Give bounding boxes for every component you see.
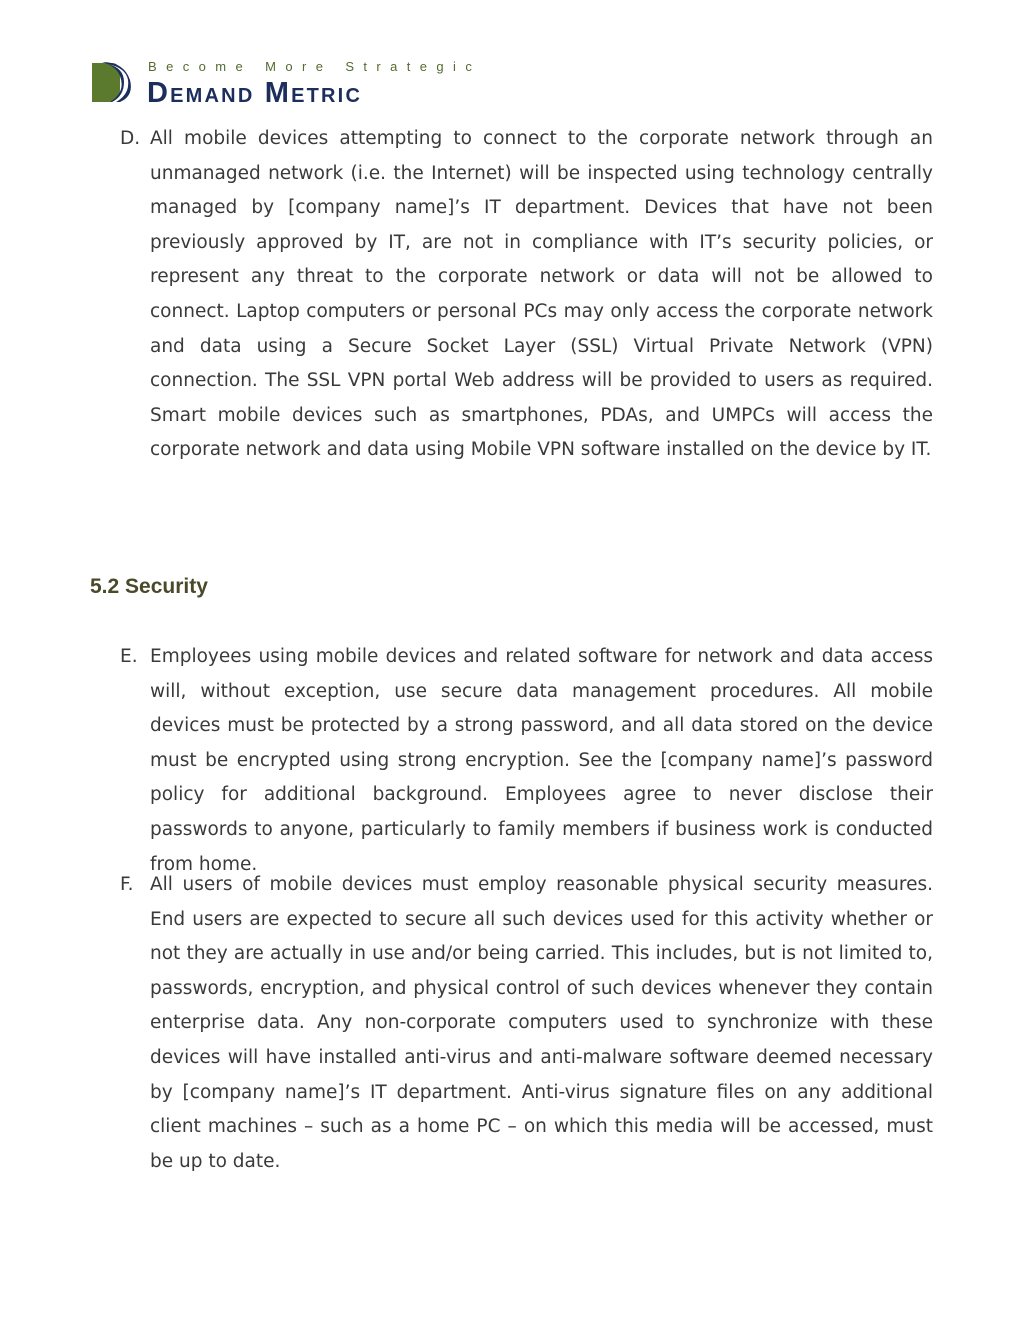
- list-item-letter: E.: [120, 646, 138, 667]
- list-item-letter: F.: [120, 874, 134, 895]
- list-item-text: Employees using mobile devices and related software for network and data access will, without exception, use secure data management procedures. All mobile devices must be protected by a strong password, and all data stored on the device must be encrypted using strong encryption. See the [company name]’s password policy for additional background. Employees agree to never disclose their passwords to anyone, particularly to family members if business work is conducted from home.: [150, 646, 933, 875]
- header-logo: [90, 58, 490, 108]
- logo-tagline: Become More Strategic: [148, 59, 482, 74]
- logo-brand-name: Demand Metric: [147, 77, 363, 109]
- demand-metric-logo-icon: [90, 60, 134, 104]
- list-item-text: All users of mobile devices must employ reasonable physical security measures. End users are expected to secure all such devices used for this activity whether or not they are actually in use and/or being carried. This includes, but is not limited to, passwords, encryption, and physical control of such devices whenever they contain enterprise data. Any non-corporate computers used to synchronize with these devices will have installed anti-virus and anti-malware software deemed necessary by [company name]’s IT department. Anti-virus signature files on any additional client machines – such as a home PC – on which this media will be accessed, must be up to date.: [150, 874, 933, 1172]
- list-item-text: All mobile devices attempting to connect to the corporate network through an unmanaged network (i.e. the Internet) will be inspected using technology centrally managed by [company name]’s IT department. Devices that have not been previously approved by IT, are not in compliance with IT’s security policies, or represent any threat to the corporate network or data will not be allowed to connect. Laptop computers or personal PCs may only access the corporate network and data using a Secure Socket Layer (SSL) Virtual Private Network (VPN) connection. The SSL VPN portal Web address will be provided to users as required. Smart mobile devices such as smartphones, PDAs, and UMPCs will access the corporate network and data using Mobile VPN software installed on the device by IT.: [150, 128, 933, 461]
- section-heading: 5.2 Security: [90, 575, 208, 598]
- list-item-letter: D.: [120, 128, 141, 149]
